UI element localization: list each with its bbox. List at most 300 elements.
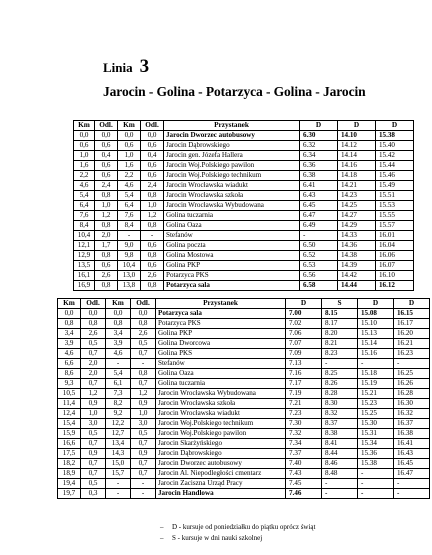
distance-cell: 2,6 <box>81 329 106 339</box>
stop-name-cell: Jarocin Wrocławska Wybudowana <box>164 201 300 211</box>
distance-cell: 0,0 <box>131 309 156 319</box>
departure-time-cell: 16.17 <box>394 319 430 329</box>
km-cell: 9,3 <box>58 379 81 389</box>
km-cell: 3,9 <box>106 339 131 349</box>
departure-time-cell: 15.23 <box>358 399 394 409</box>
table-row <box>74 211 414 221</box>
departure-time-cell: 8.17 <box>322 319 358 329</box>
stop-name-cell: Jarocin Dąbrowskiego <box>164 141 300 151</box>
departure-time-cell: 14.10 <box>338 131 376 141</box>
table-row <box>58 389 430 399</box>
column-header: D <box>394 299 430 309</box>
departure-time-cell: 16.47 <box>394 469 430 479</box>
table-header-row <box>58 299 430 309</box>
stop-name-cell: Golina Oaza <box>164 221 300 231</box>
distance-cell: 0,7 <box>81 379 106 389</box>
km-cell: 8,6 <box>58 369 81 379</box>
departure-time-cell: 7.16 <box>286 369 322 379</box>
departure-time-cell: 15.53 <box>376 201 414 211</box>
km-cell: - <box>118 231 141 241</box>
stop-name-cell: Golina tuczarnia <box>156 379 286 389</box>
distance-cell: 0,6 <box>95 141 118 151</box>
km-cell: 13,0 <box>118 271 141 281</box>
departure-time-cell: 7.06 <box>286 329 322 339</box>
distance-cell: 0,7 <box>131 459 156 469</box>
stop-name-cell: Jarocin Al. Niepodległości cmentarz <box>156 469 286 479</box>
distance-cell: 1,7 <box>95 241 118 251</box>
distance-cell: 0,9 <box>81 399 106 409</box>
table-row <box>74 261 414 271</box>
departure-time-cell: 7.32 <box>286 429 322 439</box>
departure-time-cell: 8.48 <box>322 469 358 479</box>
km-cell: 4,6 <box>74 181 95 191</box>
distance-cell: 2,0 <box>95 231 118 241</box>
column-header: D <box>286 299 322 309</box>
departure-time-cell: 15.46 <box>376 171 414 181</box>
departure-time-cell: 7.40 <box>286 459 322 469</box>
km-cell: - <box>106 489 131 499</box>
departure-time-cell: 14.39 <box>338 261 376 271</box>
legend-dash: – <box>160 534 164 542</box>
departure-time-cell: 6.36 <box>300 161 338 171</box>
stop-name-cell: Golina PKP <box>164 261 300 271</box>
departure-time-cell: 15.31 <box>358 429 394 439</box>
departure-time-cell: 6.53 <box>300 261 338 271</box>
distance-cell: 0,6 <box>95 161 118 171</box>
table-row <box>74 181 414 191</box>
km-cell: 8,4 <box>118 221 141 231</box>
km-cell: 12,1 <box>74 241 95 251</box>
km-cell: 0,0 <box>118 131 141 141</box>
km-cell: 12,7 <box>106 429 131 439</box>
departure-time-cell: 16.45 <box>394 459 430 469</box>
stop-name-cell: Jarocin Wrocławska wiadukt <box>156 409 286 419</box>
distance-cell: 1,2 <box>131 389 156 399</box>
km-cell: 1,6 <box>118 161 141 171</box>
distance-cell: 2,0 <box>81 359 106 369</box>
departure-time-cell: 14.14 <box>338 151 376 161</box>
departure-time-cell: 8.28 <box>322 389 358 399</box>
departure-time-cell: 15.08 <box>358 309 394 319</box>
distance-cell: 0,0 <box>81 309 106 319</box>
departure-time-cell: 16.10 <box>376 271 414 281</box>
table-row <box>74 171 414 181</box>
distance-cell: 0,6 <box>141 141 164 151</box>
departure-time-cell: 15.13 <box>358 329 394 339</box>
km-cell: 6,6 <box>58 359 81 369</box>
column-header: S <box>322 299 358 309</box>
column-header: Km <box>74 121 95 131</box>
km-cell: 1,0 <box>74 151 95 161</box>
km-cell: 0,0 <box>106 309 131 319</box>
departure-time-cell: 16.07 <box>376 261 414 271</box>
departure-time-cell: - <box>358 489 394 499</box>
km-cell: 18,9 <box>58 469 81 479</box>
departure-time-cell: 15.44 <box>376 161 414 171</box>
distance-cell: 0,8 <box>141 281 164 291</box>
km-cell: 10,5 <box>58 389 81 399</box>
departure-time-cell: - <box>394 359 430 369</box>
departure-time-cell: 8.38 <box>322 429 358 439</box>
distance-cell: 0,6 <box>141 241 164 251</box>
km-cell: 11,4 <box>58 399 81 409</box>
distance-cell: 0,6 <box>95 261 118 271</box>
column-header: Km <box>118 121 141 131</box>
departure-time-cell: 7.43 <box>286 469 322 479</box>
column-header: D <box>338 121 376 131</box>
stop-name-cell: Jarocin gen. Józefa Hallera <box>164 151 300 161</box>
distance-cell: 0,4 <box>95 151 118 161</box>
distance-cell: 0,7 <box>81 469 106 479</box>
km-cell: 7,3 <box>106 389 131 399</box>
departure-time-cell: 14.36 <box>338 241 376 251</box>
departure-time-cell: 14.27 <box>338 211 376 221</box>
table-row <box>74 281 414 291</box>
departure-time-cell: 14.33 <box>338 231 376 241</box>
legend-text: D - kursuje od poniedziałku do piątku oprócz świąt <box>172 523 316 531</box>
table-row <box>58 479 430 489</box>
distance-cell: - <box>131 489 156 499</box>
departure-time-cell: 6.43 <box>300 191 338 201</box>
departure-time-cell: 15.18 <box>358 369 394 379</box>
table-row <box>74 141 414 151</box>
km-cell: 14,3 <box>106 449 131 459</box>
stop-name-cell: Jarocin Dworzec autobusowy <box>164 131 300 141</box>
legend-item <box>160 533 315 544</box>
departure-time-cell: 6.41 <box>300 181 338 191</box>
departure-time-cell: 15.10 <box>358 319 394 329</box>
km-cell: 16,9 <box>74 281 95 291</box>
stop-name-cell: Jarocin Woj.Polskiego pawilon <box>164 161 300 171</box>
table-row <box>58 329 430 339</box>
km-cell: 2,2 <box>118 171 141 181</box>
distance-cell: 0,8 <box>131 319 156 329</box>
km-cell: 13,5 <box>74 261 95 271</box>
stop-name-cell: Jarocin Wrocławska wiadukt <box>164 181 300 191</box>
distance-cell: 0,8 <box>141 191 164 201</box>
departure-time-cell: 14.21 <box>338 181 376 191</box>
table-row <box>58 439 430 449</box>
distance-cell: 0,7 <box>131 379 156 389</box>
departure-time-cell: 14.23 <box>338 191 376 201</box>
departure-time-cell: 16.21 <box>394 339 430 349</box>
column-header: D <box>376 121 414 131</box>
km-cell: 6,4 <box>74 201 95 211</box>
distance-cell: 0,8 <box>141 251 164 261</box>
table-row <box>58 419 430 429</box>
distance-cell: 3,0 <box>131 419 156 429</box>
departure-time-cell: - <box>300 231 338 241</box>
table-row <box>74 221 414 231</box>
distance-cell: 1,0 <box>141 201 164 211</box>
departure-time-cell: 7.13 <box>286 359 322 369</box>
table-header-row <box>74 121 414 131</box>
departure-time-cell: 8.23 <box>322 349 358 359</box>
distance-cell: 2,4 <box>95 181 118 191</box>
departure-time-cell: 16.26 <box>394 379 430 389</box>
stop-name-cell: Jarocin Skarżyńskiego <box>156 439 286 449</box>
departure-time-cell: 6.34 <box>300 151 338 161</box>
departure-time-cell: - <box>322 479 358 489</box>
departure-time-cell: 7.21 <box>286 399 322 409</box>
distance-cell: 0,9 <box>131 449 156 459</box>
distance-cell: 0,7 <box>81 459 106 469</box>
departure-time-cell: 16.15 <box>394 309 430 319</box>
stop-name-cell: Jarocin Zaciszna Urząd Pracy <box>156 479 286 489</box>
table-row <box>74 131 414 141</box>
departure-time-cell: 14.25 <box>338 201 376 211</box>
distance-cell: 1,0 <box>95 201 118 211</box>
departure-time-cell: 16.04 <box>376 241 414 251</box>
distance-cell: 2,6 <box>141 271 164 281</box>
distance-cell: 1,2 <box>81 389 106 399</box>
km-cell: 7,6 <box>118 211 141 221</box>
distance-cell: 0,5 <box>131 429 156 439</box>
table-row <box>74 161 414 171</box>
table-row <box>58 409 430 419</box>
km-cell: 9,2 <box>106 409 131 419</box>
legend <box>160 522 315 544</box>
table-row <box>58 469 430 479</box>
table-row <box>58 459 430 469</box>
legend-dash: – <box>160 523 164 531</box>
distance-cell: 3,0 <box>81 419 106 429</box>
km-cell: 15,9 <box>58 429 81 439</box>
distance-cell: 0,6 <box>95 171 118 181</box>
departure-time-cell: 16.12 <box>376 281 414 291</box>
departure-time-cell: 14.44 <box>338 281 376 291</box>
departure-time-cell: 8.21 <box>322 339 358 349</box>
km-cell: 13,8 <box>118 281 141 291</box>
km-cell: 12,4 <box>58 409 81 419</box>
table-row <box>74 241 414 251</box>
distance-cell: 0,5 <box>81 429 106 439</box>
column-header: Odl. <box>141 121 164 131</box>
km-cell: 16,1 <box>74 271 95 281</box>
departure-time-cell: 6.49 <box>300 221 338 231</box>
table-row <box>58 369 430 379</box>
departure-time-cell: 15.25 <box>358 409 394 419</box>
column-header: Odl. <box>131 299 156 309</box>
timetable-outbound <box>73 120 414 291</box>
distance-cell: - <box>131 359 156 369</box>
departure-time-cell: 8.37 <box>322 419 358 429</box>
km-cell: - <box>106 479 131 489</box>
distance-cell: 0,8 <box>141 221 164 231</box>
distance-cell: 0,8 <box>131 369 156 379</box>
departure-time-cell: 14.18 <box>338 171 376 181</box>
stop-name-cell: Stefanów <box>164 231 300 241</box>
stop-name-cell: Potarzyca sala <box>156 309 286 319</box>
departure-time-cell: 8.30 <box>322 399 358 409</box>
km-cell: 18,2 <box>58 459 81 469</box>
line-number: 3 <box>139 56 150 77</box>
departure-time-cell: - <box>394 479 430 489</box>
km-cell: 15,0 <box>106 459 131 469</box>
departure-time-cell: 8.41 <box>322 439 358 449</box>
table-row <box>58 449 430 459</box>
departure-time-cell: 6.58 <box>300 281 338 291</box>
departure-time-cell: 14.12 <box>338 141 376 151</box>
table-row <box>58 319 430 329</box>
km-cell: 3,4 <box>58 329 81 339</box>
km-cell: 9,0 <box>118 241 141 251</box>
departure-time-cell: 7.17 <box>286 379 322 389</box>
km-cell: 6,1 <box>106 379 131 389</box>
departure-time-cell: 8.25 <box>322 369 358 379</box>
departure-time-cell: 15.51 <box>376 191 414 201</box>
stop-name-cell: Jarocin Wrocławska szkoła <box>164 191 300 201</box>
departure-time-cell: 16.41 <box>394 439 430 449</box>
distance-cell: 0,9 <box>131 399 156 409</box>
table-row <box>58 489 430 499</box>
distance-cell: - <box>141 231 164 241</box>
stop-name-cell: Golina Oaza <box>156 369 286 379</box>
distance-cell: 2,6 <box>95 271 118 281</box>
stop-name-cell: Golina PKP <box>156 329 286 339</box>
route-title: Jarocin - Golina - Potarzyca - Golina - Jarocin <box>103 84 366 99</box>
column-header: Km <box>106 299 131 309</box>
distance-cell: 0,7 <box>81 439 106 449</box>
km-cell: 1,6 <box>74 161 95 171</box>
departure-time-cell: - <box>358 479 394 489</box>
timetable-return <box>57 298 430 499</box>
km-cell: 5,4 <box>106 369 131 379</box>
stop-name-cell: Jarocin Woj.Polskiego pawilon <box>156 429 286 439</box>
stop-name-cell: Golina tuczarnia <box>164 211 300 221</box>
departure-time-cell: 6.45 <box>300 201 338 211</box>
departure-time-cell: 14.29 <box>338 221 376 231</box>
departure-time-cell: 14.16 <box>338 161 376 171</box>
departure-time-cell: 15.36 <box>358 449 394 459</box>
distance-cell: 0,0 <box>95 131 118 141</box>
km-cell: 0,8 <box>58 319 81 329</box>
km-cell: 19,7 <box>58 489 81 499</box>
table-row <box>58 309 430 319</box>
departure-time-cell: 7.19 <box>286 389 322 399</box>
departure-time-cell: - <box>394 489 430 499</box>
column-header: D <box>358 299 394 309</box>
departure-time-cell: 8.32 <box>322 409 358 419</box>
distance-cell: 0,5 <box>81 479 106 489</box>
distance-cell: 2,0 <box>81 369 106 379</box>
table-row <box>58 429 430 439</box>
km-cell: 0,8 <box>106 319 131 329</box>
departure-time-cell: 16.38 <box>394 429 430 439</box>
column-header: Km <box>58 299 81 309</box>
departure-time-cell: 15.14 <box>358 339 394 349</box>
distance-cell: 0,0 <box>141 131 164 141</box>
distance-cell: 0,9 <box>81 449 106 459</box>
departure-time-cell: 6.32 <box>300 141 338 151</box>
table-row <box>58 359 430 369</box>
line-label: Linia <box>103 60 133 75</box>
departure-time-cell: 16.32 <box>394 409 430 419</box>
km-cell: 10,4 <box>118 261 141 271</box>
km-cell: 15,4 <box>58 419 81 429</box>
km-cell: 9,8 <box>118 251 141 261</box>
km-cell: 12,9 <box>74 251 95 261</box>
km-cell: 3,9 <box>58 339 81 349</box>
departure-time-cell: 16.43 <box>394 449 430 459</box>
km-cell: 7,6 <box>74 211 95 221</box>
km-cell: 8,2 <box>106 399 131 409</box>
departure-time-cell: 8.20 <box>322 329 358 339</box>
km-cell: 13,4 <box>106 439 131 449</box>
page-title <box>103 56 149 78</box>
departure-time-cell: 8.26 <box>322 379 358 389</box>
distance-cell: 0,7 <box>131 469 156 479</box>
departure-time-cell: 15.38 <box>376 131 414 141</box>
km-cell: 15,7 <box>106 469 131 479</box>
km-cell: 4,6 <box>106 349 131 359</box>
distance-cell: 1,2 <box>141 211 164 221</box>
distance-cell: 0,8 <box>95 281 118 291</box>
km-cell: 4,6 <box>58 349 81 359</box>
departure-time-cell: 7.00 <box>286 309 322 319</box>
departure-time-cell: 6.38 <box>300 171 338 181</box>
km-cell: 0,0 <box>58 309 81 319</box>
km-cell: 10,4 <box>74 231 95 241</box>
distance-cell: - <box>131 479 156 489</box>
departure-time-cell: 16.37 <box>394 419 430 429</box>
distance-cell: 1,0 <box>131 409 156 419</box>
departure-time-cell: 15.49 <box>376 181 414 191</box>
distance-cell: 2,4 <box>141 181 164 191</box>
distance-cell: 0,5 <box>81 339 106 349</box>
stop-name-cell: Jarocin Handlowa <box>156 489 286 499</box>
departure-time-cell: 15.30 <box>358 419 394 429</box>
stop-name-cell: Golina poczta <box>164 241 300 251</box>
distance-cell: 0,8 <box>81 319 106 329</box>
departure-time-cell: 7.07 <box>286 339 322 349</box>
km-cell: 0,0 <box>74 131 95 141</box>
departure-time-cell: 15.19 <box>358 379 394 389</box>
departure-time-cell: 14.42 <box>338 271 376 281</box>
departure-time-cell: - <box>358 469 394 479</box>
departure-time-cell: 7.30 <box>286 419 322 429</box>
distance-cell: 0,8 <box>95 191 118 201</box>
departure-time-cell: - <box>358 359 394 369</box>
table-row <box>58 339 430 349</box>
km-cell: 1,0 <box>118 151 141 161</box>
departure-time-cell: 16.01 <box>376 231 414 241</box>
departure-time-cell: - <box>322 489 358 499</box>
departure-time-cell: 15.40 <box>376 141 414 151</box>
distance-cell: 1,2 <box>95 211 118 221</box>
distance-cell: 0,3 <box>81 489 106 499</box>
table-row <box>74 231 414 241</box>
km-cell: - <box>106 359 131 369</box>
stop-name-cell: Potarzyca PKS <box>164 271 300 281</box>
departure-time-cell: 7.34 <box>286 439 322 449</box>
departure-time-cell: 8.44 <box>322 449 358 459</box>
departure-time-cell: 16.25 <box>394 369 430 379</box>
departure-time-cell: 16.28 <box>394 389 430 399</box>
departure-time-cell: 15.34 <box>358 439 394 449</box>
departure-time-cell: 8.15 <box>322 309 358 319</box>
km-cell: 17,5 <box>58 449 81 459</box>
departure-time-cell: 7.23 <box>286 409 322 419</box>
stop-name-cell: Jarocin Dworzec autobusowy <box>156 459 286 469</box>
table-row <box>74 191 414 201</box>
distance-cell: 0,6 <box>141 171 164 181</box>
departure-time-cell: 16.23 <box>394 349 430 359</box>
departure-time-cell: 6.47 <box>300 211 338 221</box>
departure-time-cell: 8.46 <box>322 459 358 469</box>
km-cell: 19,4 <box>58 479 81 489</box>
table-row <box>58 399 430 409</box>
